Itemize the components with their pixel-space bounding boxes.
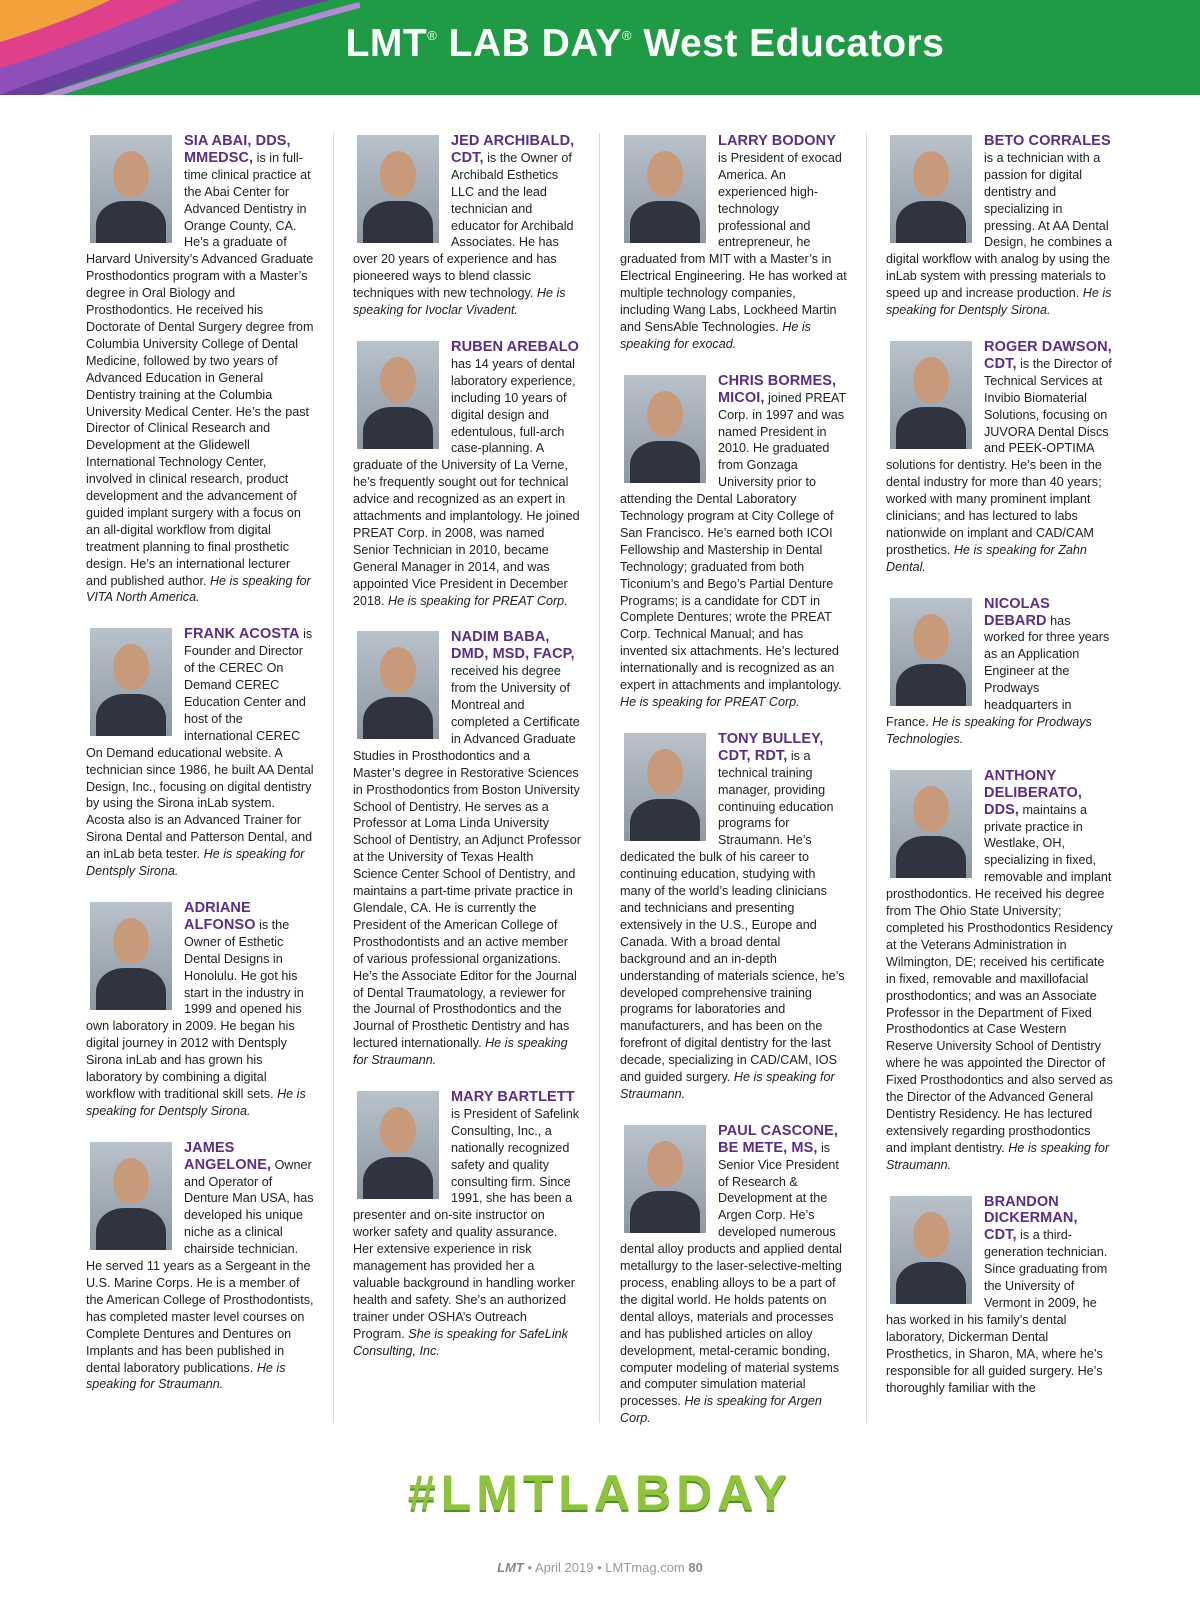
educator-affiliation: He is speaking for Dentsply Sirona. xyxy=(886,286,1112,318)
educator-bio: has 14 years of dental laboratory experience, including 10 years of digital design and edentulous, full-arch case-planning. A graduate of the University of La Verne, he’s frequently sought out for technical advice and recognized as an expert in attachments and implantology. He joined PREAT Corp. in 2008, was named Senior Technician in 2010, became General Manager in 2014, and was appointed Vice President in December 2018. xyxy=(353,356,580,608)
educator-affiliation: He is speaking for Straumann. xyxy=(353,1036,568,1068)
educator-bio: is in full-time clinical practice at the Abai Center for Advanced Dentistry in Orange County, CA. He’s a graduate of Harvard University’s Advanced Graduate Prosthodontics program with a Master’s degree in Oral Biology and Prosthodontics. He received his Doctorate of Dental Surgery degree from Columbia University College of Dental Medicine, followed by two years of Advanced Education in General Dentistry training at the Columbia University Medical Center. He’s the past Director of Clinical Research and Development at the Glidewell International Technology Center, involved in clinical research, product development and the advancement of guided implant surgery with a focus on an all-digital workflow from digital treatment planning to final prosthetic design. He’s an international lecturer and published author. xyxy=(86,150,314,588)
educator-name: LARRY BODONY xyxy=(718,133,837,149)
educator-photo xyxy=(890,135,972,243)
educator-photo xyxy=(90,135,172,243)
educator-entry xyxy=(86,900,314,1120)
publication-name: LMT xyxy=(497,1560,524,1575)
educator-entry xyxy=(886,339,1114,576)
educator-photo xyxy=(90,902,172,1010)
educator-bio: is a technician with a passion for digital dentistry and specializing in pressing. At AA Dental Design, he combines a digital workflow with analog by using the inLab system with pressing materials to speed up and increase production. xyxy=(886,150,1113,301)
educator-bio: received his degree from the University of Montreal and completed a Certificate in Advanced Graduate Studies in Prosthodontics and a Master’s degree in Restorative Sciences in Prosthodontics from Boston University School of Dentistry. He serves as a Professor at Loma Linda University School of Dentistry, an Adjunct Professor at the University of Texas Health Science Center School of Dentistry, and maintains a part-time private practice in Glendale, CA. He is currently the President of the American College of Prosthodontists and an active member of various professional organizations. He’s the Associate Editor for the Journal of Dental Traumatology, a reviewer for the Journal of Prosthodontics and the Journal of Prosthetic Dentistry and has lectured internationally. xyxy=(353,664,581,1051)
educator-bio: is President of exocad America. An experienced high-technology professional and entrepreneur, he graduated from MIT with a Master’s in Electrical Engineering. He has worked at multiple technology companies, including Wang Labs, Lockheed Martin and SensAble Technologies. xyxy=(620,150,847,334)
website-link[interactable]: LMTmag.com xyxy=(605,1560,685,1575)
educator-affiliation: He is speaking for Dentsply Sirona. xyxy=(86,847,305,879)
page-number: 80 xyxy=(688,1560,703,1575)
educator-bio: has worked for three years as an Application Engineer at the Prodways headquarters in France. xyxy=(886,613,1110,729)
column-2 xyxy=(353,133,581,1380)
educator-bio: is a third-generation technician. Since graduating from the University of Vermont in 2009, he has worked in his family’s dental laboratory, Dickerman Dental Prosthetics, in Sharon, MA, where he’s responsible for all guided surgery. He’s thoroughly familiar with the xyxy=(886,1228,1108,1395)
educator-name: BRANDON DICKERMAN, CDT, xyxy=(984,1193,1078,1244)
educator-name: CHRIS BORMES, MICOI, xyxy=(718,372,837,406)
educator-name: ADRIANE ALFONSO xyxy=(184,899,256,933)
educator-name: JAMES ANGELONE, xyxy=(184,1139,272,1173)
educator-affiliation: He is speaking for Prodways Technologies. xyxy=(886,715,1092,746)
educator-affiliation: He is speaking for Straumann. xyxy=(86,1360,286,1392)
page-title: LMT® LAB DAY® West Educators xyxy=(345,22,945,65)
footer-separator: • xyxy=(527,1560,533,1575)
educator-name: PAUL CASCONE, BE METE, MS, xyxy=(718,1122,838,1156)
educator-bio: is the Owner of Archibald Esthetics LLC and the lead technician and educator for Archibald Associates. He has over 20 years of experience and has pioneered ways to blend classic techniques with new technology. xyxy=(353,150,574,301)
educator-entry xyxy=(86,1140,314,1394)
educator-entry xyxy=(886,768,1114,1174)
educator-photo xyxy=(357,1091,439,1199)
educator-entry xyxy=(620,1123,848,1427)
educator-affiliation: He is speaking for Straumann. xyxy=(886,1140,1110,1172)
educator-photo xyxy=(90,628,172,736)
issue-date: April 2019 xyxy=(534,1560,594,1575)
educator-bio: joined PREAT Corp. in 1997 and was named President in 2010. He graduated from Gonzaga University prior to attending the Dental Laboratory Technology program at City College of San Francisco. He’s earned both ICOI Fellowship and Mastership in Dental Technology; graduated from both Ticonium’s and Bego’s Partial Denture Programs; is a candidate for CDT in Complete Dentures; wrote the PREAT Corp. Technical Manual; and has invented six attachments. He’s lectured internationally and is recognized as an expert in attachments and implantology. xyxy=(620,390,846,693)
educator-photo xyxy=(890,770,972,878)
educator-entry xyxy=(620,731,848,1103)
educator-bio: is President of Safelink Consulting, Inc., a nationally recognized safety and quality consulting firm. Since 1991, she has been a presenter and on-site instructor on worker safety and quality assurance. Her extensive experience in risk management has provided her a valuable background in handling worker health and safety. She’s an authorized trainer under OSHA’s Outreach Program. xyxy=(353,1106,580,1341)
educator-photo xyxy=(624,1125,706,1233)
educator-photo xyxy=(357,631,439,739)
educator-bio: maintains a private practice in Westlake, OH, specializing in fixed, removable and implant prosthodontics. He received his degree from The Ohio State University; completed his Prosthodontics Residency at the Veterans Administration in Wilmington, DE; received his certificate in fixed, removable and maxillofacial prosthodontics; and was an Associate Professor in the Department of Fixed Prosthodontics at Case Western Reserve University School of Dentistry where he was appointed the Director of Fixed Prosthodontics and also served as the Director of the Advanced General Dentistry Residency. He has lectured extensively regarding prosthodontics and implant dentistry. xyxy=(886,802,1113,1155)
educator-bio: is Founder and Director of the CEREC On Demand CEREC Education Center and host of the international CEREC On Demand educational website. A technician since 1986, he built AA Dental Design, Inc., focusing on digital dentistry by using the Sirona inLab system. Acosta also is an Advanced Trainer for Sirona Dental and Patterson Dental, and an inLab beta tester. xyxy=(86,627,314,862)
educator-entry xyxy=(86,133,314,606)
educator-name: SIA ABAI, DDS, MMEDSC, xyxy=(184,133,291,166)
educator-photo xyxy=(90,1142,172,1250)
educator-name: RUBEN AREBALO xyxy=(451,338,580,355)
educator-affiliation: He is speaking for Straumann. xyxy=(620,1070,835,1101)
header-banner xyxy=(0,0,1200,95)
column-divider xyxy=(866,133,867,1423)
educator-photo xyxy=(890,1196,972,1304)
educator-name: MARY BARTLETT xyxy=(451,1089,575,1106)
educator-affiliation: She is speaking for SafeLink Consulting, Inc. xyxy=(353,1326,568,1358)
educator-photo xyxy=(624,135,706,243)
educator-photo xyxy=(357,135,439,243)
educator-name: FRANK ACOSTA xyxy=(184,626,300,643)
educator-name: ANTHONY DELIBERATO, DDS, xyxy=(984,767,1083,818)
educator-photo xyxy=(890,341,972,449)
educator-entry xyxy=(886,1194,1114,1397)
educator-bio: is Senior Vice President of Research & Development at the Argen Corp. He’s developed numerous dental alloy products and applied dental metallurgy to the laser-selective-melting process, enabling alloys to be a part of the digital world. He holds patents on dental alloys, materials and processes and has published articles on alloy development, metal-ceramic bonding, computer modeling of material systems and computer simulation material processes. xyxy=(620,1140,842,1409)
column-divider xyxy=(599,133,600,1423)
educator-name: JED ARCHIBALD, CDT, xyxy=(451,133,575,166)
educator-affiliation: He is speaking for Dentsply Sirona. xyxy=(86,1086,306,1118)
educator-bio: is the Owner of Esthetic Dental Designs in Honolulu. He got his start in the industry in 1999 and opened his own laboratory in 2009. He began his digital journey in 2012 with Dentsply Sirona inLab and has grown his laboratory by combining a digital workflow with traditional skill sets. xyxy=(86,917,304,1101)
educator-photo xyxy=(890,598,972,706)
educator-entry xyxy=(353,339,581,610)
educator-affiliation: He is speaking for exocad. xyxy=(620,319,811,351)
educator-name: NICOLAS DEBARD xyxy=(984,595,1050,629)
column-1 xyxy=(86,133,314,1413)
column-divider xyxy=(333,133,334,1423)
educator-name: BETO CORRALES xyxy=(984,133,1111,149)
educator-affiliation: He is speaking for Ivoclar Vivadent. xyxy=(353,286,566,318)
page-footer xyxy=(0,1560,1200,1575)
educator-name: NADIM BABA, DMD, MSD, FACP, xyxy=(451,629,575,663)
educator-name: ROGER DAWSON, CDT, xyxy=(984,338,1112,372)
educator-bio: is a technical training manager, providing continuing education programs for Straumann. He’s dedicated the bulk of his career to continuing education, studying with many of the world’s leading clinicians and technicians and presenting extensively in the U.S., Europe and Canada. With a broad dental background and an in-depth understanding of materials science, he’s developed comprehensive training programs for laboratories and manufacturers, and has been on the forefront of digital dentistry for the last decade, specializing in CAD/CAM, IOS and guided surgery. xyxy=(620,748,845,1085)
educator-entry xyxy=(353,133,581,319)
educator-name: TONY BULLEY, CDT, RDT, xyxy=(718,730,824,764)
educator-affiliation: He is speaking for PREAT Corp. xyxy=(620,695,800,709)
educator-entry xyxy=(886,133,1114,319)
educator-photo xyxy=(624,733,706,841)
hashtag-banner: #LMTLABDAY xyxy=(407,1465,793,1521)
educator-bio: is the Director of Technical Services at Invibio Biomaterial Solutions, focusing on JUVORA Dental Discs and PEEK-OPTIMA solutions for dentistry. He’s been in the dental industry for more than 40 years; worked with many prominent implant clinicians; and has lectured to labs nationwide on implant and CAD/CAM prosthetics. xyxy=(886,356,1112,557)
column-4 xyxy=(886,133,1114,1416)
educator-entry xyxy=(886,596,1114,748)
footer-separator: • xyxy=(597,1560,602,1575)
educator-entry xyxy=(620,373,848,711)
educator-affiliation: He is speaking for Zahn Dental. xyxy=(886,542,1087,574)
educator-affiliation: He is speaking for VITA North America. xyxy=(86,573,311,605)
educator-affiliation: He is speaking for PREAT Corp. xyxy=(388,593,568,608)
educator-entry xyxy=(353,629,581,1069)
educator-entry xyxy=(353,1089,581,1360)
column-3 xyxy=(620,133,848,1447)
educator-photo xyxy=(357,341,439,449)
educator-photo xyxy=(624,375,706,483)
educator-bio: Owner and Operator of Denture Man USA, has developed his unique niche as a clinical chairside technician. He served 11 years as a Sergeant in the U.S. Marine Corps. He is a member of the American College of Prosthodontists, has completed master level courses on Complete Dentures and Dentures on Implants and has been published in dental laboratory publications. xyxy=(86,1157,314,1375)
educator-entry xyxy=(86,626,314,880)
educator-affiliation: He is speaking for Argen Corp. xyxy=(620,1394,822,1426)
educator-entry xyxy=(620,133,848,353)
